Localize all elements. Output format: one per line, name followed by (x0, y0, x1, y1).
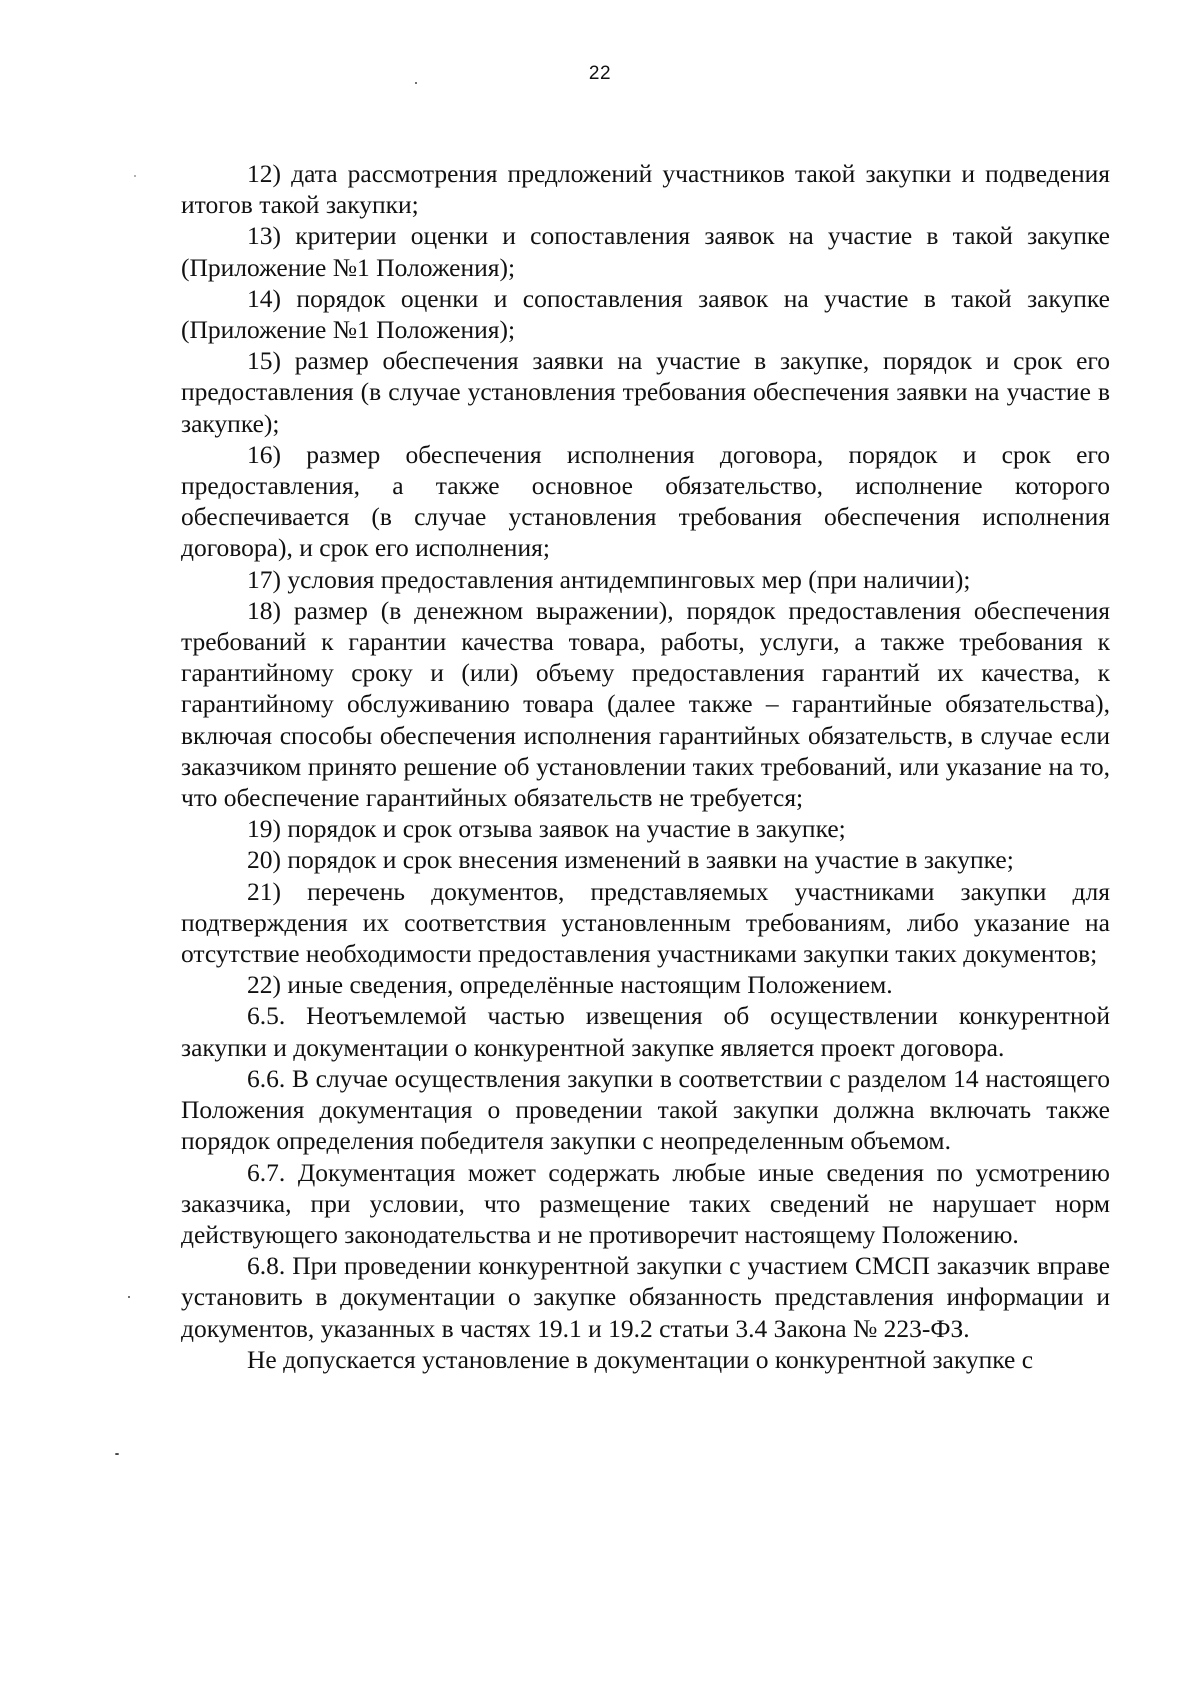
paragraph-item-16: 16) размер обеспечения исполнения договора, порядок и срок его предоставления, а также основное обязательство, исполнение которого обеспечивается (в случае установления требования обеспечения исполнения договора), и срок его исполнения; (181, 439, 1110, 563)
paragraph-clause-6-5: 6.5. Неотъемлемой частью извещения об осуществлении конкурентной закупки и документации о конкурентной закупке является проект договора. (181, 1001, 1110, 1062)
paragraph-clause-6-8: 6.8. При проведении конкурентной закупки с участием СМСП заказчик вправе установить в документации о закупке обязанность представления информации и документов, указанных в частях 19.1 и 19.2 статьи 3.4 Закона № 223-ФЗ. (181, 1251, 1110, 1343)
paragraph-item-12: 12) дата рассмотрения предложений участников такой закупки и подведения итогов такой закупки; (181, 159, 1110, 220)
paragraph-item-15: 15) размер обеспечения заявки на участие в закупке, порядок и срок его предоставления (в случае установления требования обеспечения заявки на участие в закупке); (181, 346, 1110, 438)
document-body (181, 158, 1110, 1375)
paragraph-clause-6-7: 6.7. Документация может содержать любые иные сведения по усмотрению заказчика, при условии, что размещение таких сведений не нарушает норм действующего законодательства и не противоречит настоящему Положению. (181, 1157, 1110, 1249)
scan-speck (115, 1453, 119, 1455)
paragraph-item-21: 21) перечень документов, представляемых участниками закупки для подтверждения их соответствия установленным требованиям, либо указание на отсутствие необходимости предоставления участниками закупки таких документов; (181, 876, 1110, 969)
paragraph-item-17: 17) условия предоставления антидемпинговых мер (при наличии); (247, 564, 971, 594)
scan-speck (128, 1296, 130, 1298)
paragraph-item-22: 22) иные сведения, определённые настоящим Положением. (247, 970, 893, 1000)
scan-speck (415, 82, 417, 84)
paragraph-item-20: 20) порядок и срок внесения изменений в заявки на участие в закупке; (247, 845, 1014, 875)
paragraph-clause-6-6: 6.6. В случае осуществления закупки в соответствии с разделом 14 настоящего Положения документация о проведении такой закупки должна включать также порядок определения победителя закупки с неопределенным объемом. (181, 1063, 1110, 1156)
paragraph-item-13: 13) критерии оценки и сопоставления заявок на участие в такой закупке (Приложение №1 Положения); (181, 221, 1110, 282)
scan-speck (134, 175, 136, 177)
page-number: 22 (588, 63, 612, 84)
paragraph-item-14: 14) порядок оценки и сопоставления заявок на участие в такой закупке (Приложение №1 Положения); (181, 283, 1110, 345)
paragraph-item-18: 18) размер (в денежном выражении), порядок предоставления обеспечения требований к гарантии качества товара, работы, услуги, а также требования к гарантийному сроку и (или) объему предоставления гарантий их качества, к гарантийному обслуживанию товара (далее также – гарантийные обязательства), включая способы обеспечения исполнения гарантийных обязательств, в случае если заказчиком принято решение об установлении таких требований, или указание на то, что обеспечение гарантийных обязательств не требуется; (181, 595, 1110, 813)
paragraph-item-19: 19) порядок и срок отзыва заявок на участие в закупке; (247, 814, 846, 844)
paragraph-continuation: Не допускается установление в документации о конкурентной закупке с (247, 1344, 1034, 1374)
